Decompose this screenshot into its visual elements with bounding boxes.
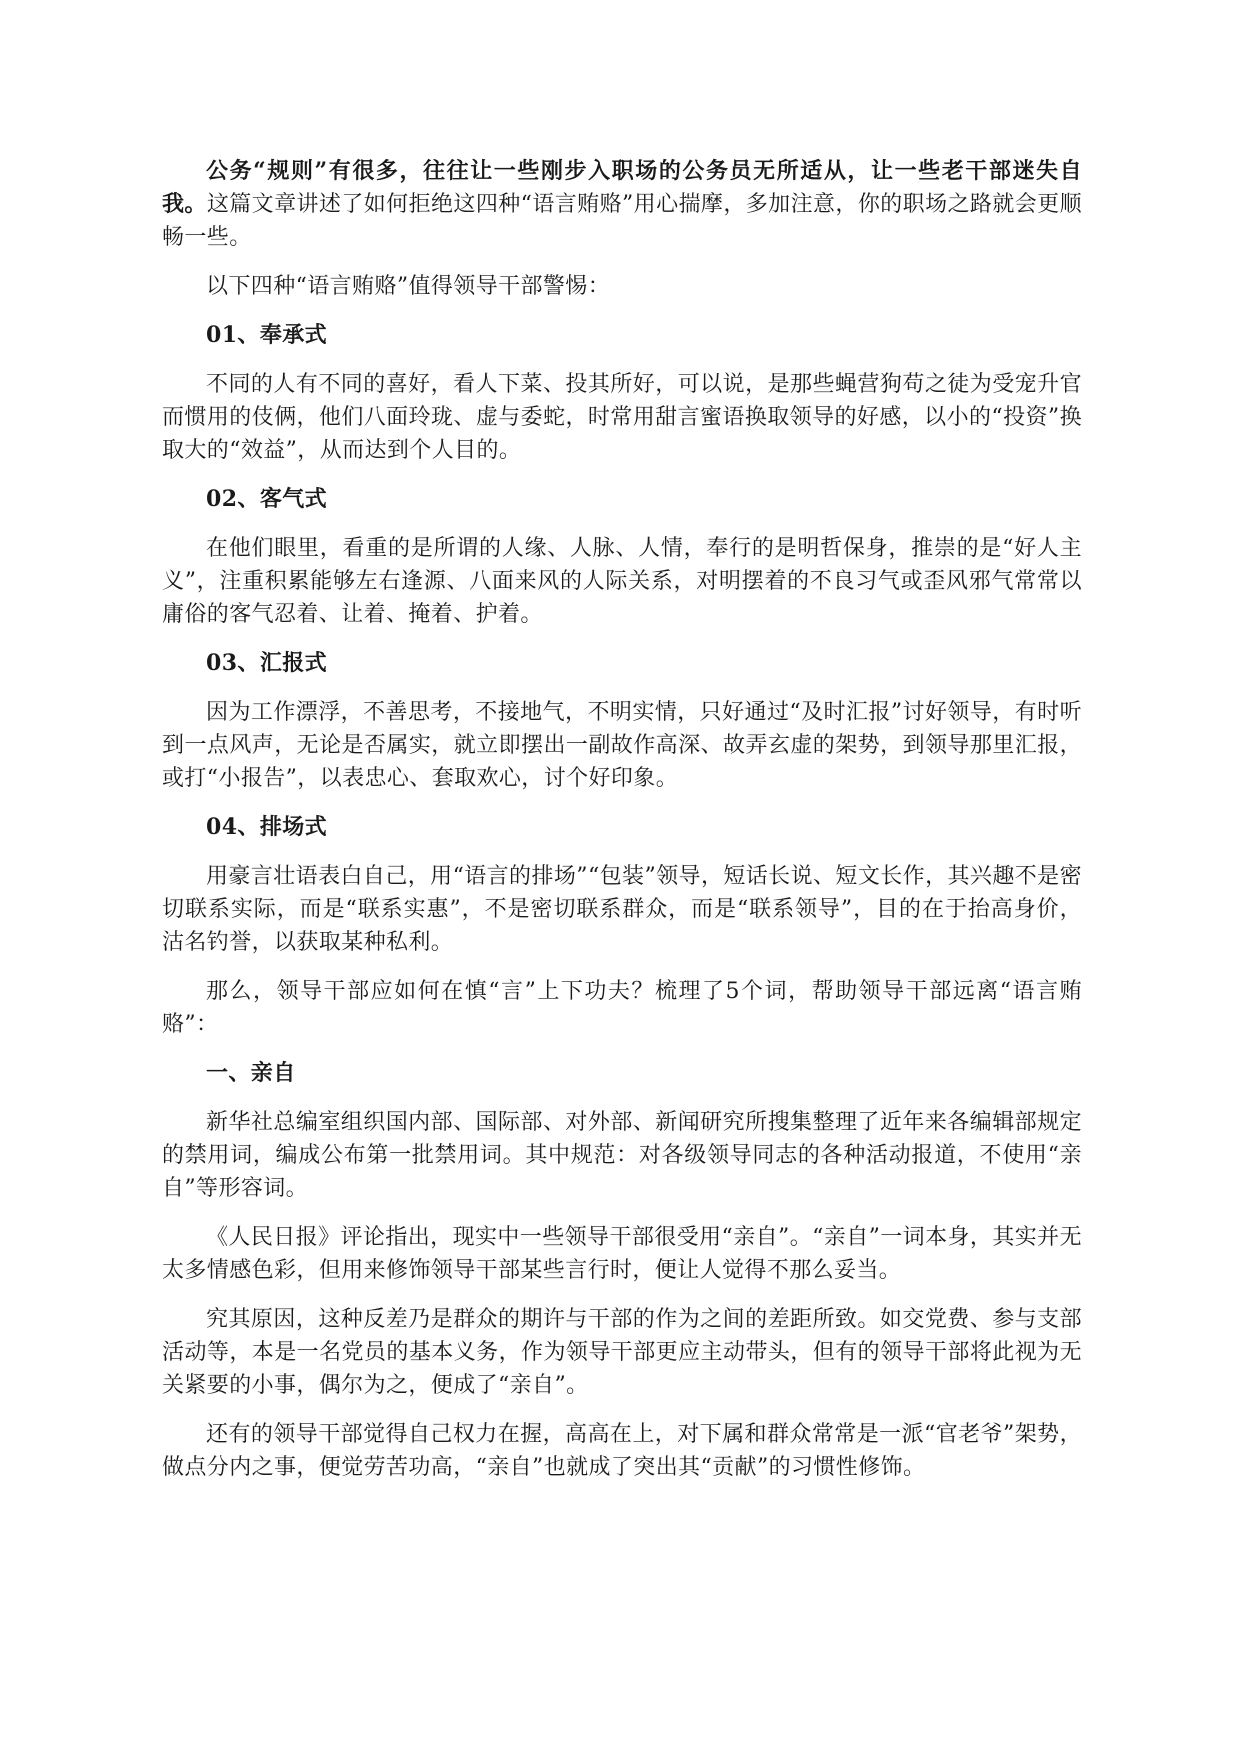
transition-paragraph: 那么，领导干部应如何在慎“言”上下功夫？梳理了5个词，帮助领导干部远离“语言贿赂”： (162, 979, 1082, 1037)
lead-paragraph: 以下四种“语言贿赂”值得领导干部警惕： (206, 274, 611, 299)
intro-normal-text: 这篇文章讲述了如何拒绝这四种“语言贿赂”用心揣摩，多加注意，你的职场之路就会更顺畅一些。 (162, 192, 1082, 250)
part-one-paragraph-1: 新华社总编室组织国内部、国际部、对外部、新闻研究所搜集整理了近年来各编辑部规定的禁用词，编成公布第一批禁用词。其中规范：对各级领导同志的各种活动报道，不使用“亲自”等形容词。 (162, 1110, 1082, 1201)
part-one-paragraph-3: 究其原因，这种反差乃是群众的期许与干部的作为之间的差距所致。如交党费、参与支部活动等，本是一名党员的基本义务，作为领导干部更应主动带头，但有的领导干部将此视为无关紧要的小事，偶尔为之，便成了“亲自”。 (162, 1307, 1082, 1398)
section-body-04: 用豪言壮语表白自己，用“语言的排场”“包装”领导，短话长说、短文长作，其兴趣不是密切联系实际，而是“联系实惠”，不是密切联系群众，而是“联系领导”，目的在于抬高身价，沽名钓誉，以获取某种私利。 (162, 864, 1082, 955)
section-body-03: 因为工作漂浮，不善思考，不接地气，不明实情，只好通过“及时汇报”讨好领导，有时听到一点风声，无论是否属实，就立即摆出一副故作高深、故弄玄虚的架势，到领导那里汇报，或打“小报告”，以表忠心、套取欢心，讨个好印象。 (162, 700, 1082, 791)
section-heading-03: 03、汇报式 (206, 650, 328, 676)
intro-paragraph (162, 155, 1082, 254)
section-body-02: 在他们眼里，看重的是所谓的人缘、人脉、人情，奉行的是明哲保身，推崇的是“好人主义”，注重积累能够左右逢源、八面来风的人际关系，对明摆着的不良习气或歪风邪气常常以庸俗的客气忍着、让着、掩着、护着。 (162, 536, 1082, 627)
section-heading-04: 04、排场式 (206, 814, 328, 840)
part-one-heading: 一、亲自 (206, 1060, 296, 1086)
part-one-paragraph-2: 《人民日报》评论指出，现实中一些领导干部很受用“亲自”。“亲自”一词本身，其实并无太多情感色彩，但用来修饰领导干部某些言行时，便让人觉得不那么妥当。 (162, 1225, 1082, 1283)
section-body-01: 不同的人有不同的喜好，看人下菜、投其所好，可以说，是那些蝇营狗苟之徒为受宠升官而惯用的伎俩，他们八面玲珑、虚与委蛇，时常用甜言蜜语换取领导的好感，以小的“投资”换取大的“效益”，从而达到个人目的。 (162, 372, 1082, 463)
section-heading-02: 02、客气式 (206, 486, 328, 512)
part-one-paragraph-4: 还有的领导干部觉得自己权力在握，高高在上，对下属和群众常常是一派“官老爷”架势，做点分内之事，便觉劳苦功高，“亲自”也就成了突出其“贡献”的习惯性修饰。 (162, 1422, 1082, 1480)
document-page (162, 155, 1082, 1500)
section-heading-01: 01、奉承式 (206, 322, 328, 348)
intro-bold-text: 公务“规则”有很多，往往让一些刚步入职场的公务员无所适从，让一些老干部迷失自我。 (162, 158, 1082, 217)
